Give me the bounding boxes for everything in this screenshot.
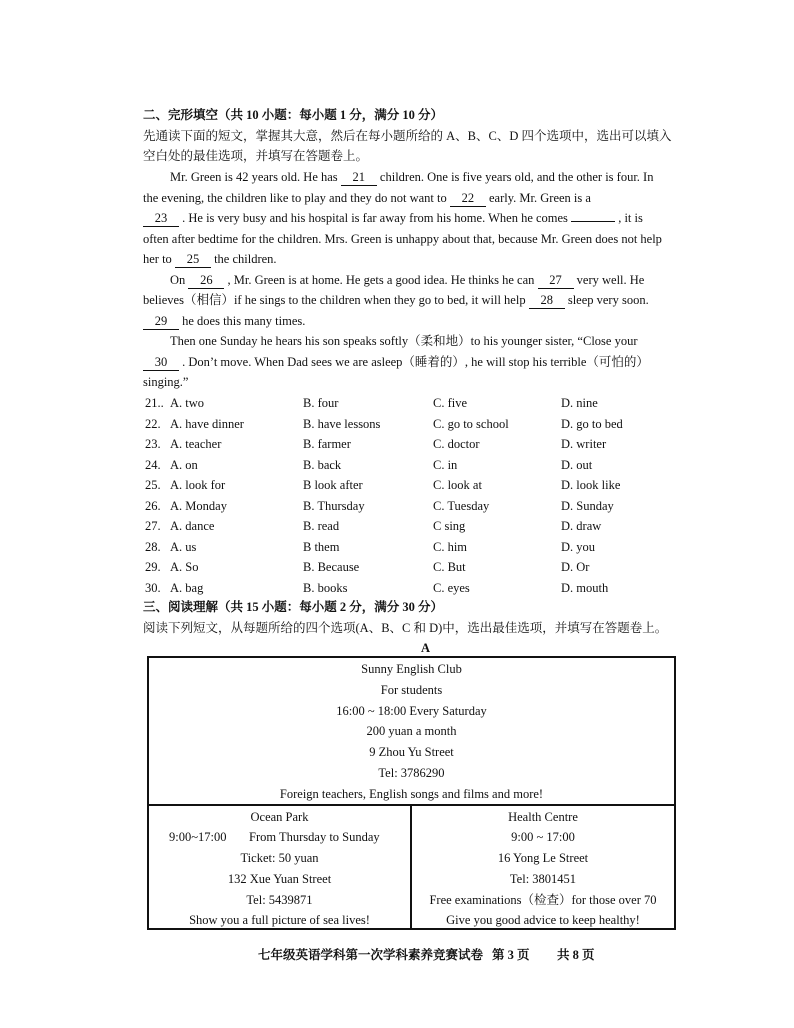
option-d: D. look like [561,478,621,492]
park-slogan: Show you a full picture of sea lives! [189,913,370,927]
passage-text: very well. He [576,273,645,287]
option-c: C. doctor [433,437,480,451]
park-tel: Tel: 5439871 [246,893,313,907]
section3-instruction: 阅读下列短文，从每题所给的四个选项(A、B、C 和 D)中，选出最佳选项，并填写在答题卷上。 [143,621,668,635]
park-ticket: Ticket: 50 yuan [240,851,319,865]
option-c: C. in [433,457,458,472]
option-d: D. go to bed [561,416,623,431]
health-tel: Tel: 3801451 [509,872,577,886]
blank-26: 26 [188,273,224,289]
footer-total-pages: 共 8 页 [557,948,595,962]
option-b: B them [303,539,340,554]
question-number: 21.. [145,396,164,410]
park-hours: 9:00~17:00 [169,830,227,844]
option-b: B. farmer [303,437,351,451]
option-d: D. writer [561,437,607,451]
passage-text: children. One is five years old, and the other is four. In [379,170,654,184]
health-hours: 9:00 ~ 17:00 [511,830,575,844]
question-number: 22. [145,416,161,431]
blank-22: 22 [450,191,486,207]
club-name: Sunny English Club [361,662,462,676]
blank-23: 23 [143,211,179,227]
passage-text: . He is very busy and his hospital is far away from his home. When he comes [182,211,568,225]
health-name: Health Centre [508,810,578,824]
question-number: 23. [145,437,161,451]
option-a: A. look for [170,478,226,492]
club-slogan: Foreign teachers, English songs and films and more! [279,787,544,801]
option-c: C. him [433,539,468,554]
section3-heading: 三、阅读理解（共 15 小题：每小题 2 分，满分 30 分） [143,600,444,614]
option-b: B. books [303,580,348,595]
option-a: A. dance [170,519,215,533]
option-b: B. four [303,396,339,410]
park-name: Ocean Park [250,810,309,824]
passage-text: believes（相信）if he sings to the children when they go to bed, it will help [143,293,526,307]
option-a: A. on [170,457,198,472]
option-c: C. look at [433,478,482,492]
question-number: 26. [145,498,161,513]
passage-text: Mr. Green is 42 years old. He has [170,170,338,184]
blank-28: 28 [529,293,565,309]
passage-line-6 [170,271,644,289]
option-c: C. Tuesday [433,498,490,513]
passage-line-1 [170,168,653,186]
health-slogan: Give you good advice to keep healthy! [446,913,640,927]
blank-24 [571,221,615,222]
passage-text: sleep very soon. [567,293,649,307]
park-ad [149,806,410,928]
health-address: 16 Yong Le Street [497,851,589,865]
option-a: A. So [170,560,199,574]
passage-line-3 [143,209,643,227]
question-number: 27. [145,519,161,533]
passage-text: her to [143,252,172,266]
question-number: 28. [145,539,161,554]
club-address: 9 Zhou Yu Street [369,745,454,759]
club-tel: Tel: 3786290 [378,766,445,780]
blank-27: 27 [538,273,574,289]
option-d: D. Sunday [561,498,614,513]
option-a: A. teacher [170,437,222,451]
club-ad [149,658,674,804]
option-d: D. draw [561,519,602,533]
passage-line-2 [143,189,591,207]
blank-25: 25 [175,252,211,268]
passage-line-4: often after bedtime for the children. Mrs. Green is unhappy about that, because Mr. Green does not help [143,232,662,246]
section2-instruction-2: 空白处的最佳选项，并填写在答题卷上。 [143,149,369,163]
option-b: B. have lessons [303,416,381,431]
passage-line-7 [143,291,649,309]
option-d: D. mouth [561,580,609,595]
option-c: C sing [433,519,466,533]
club-time: 16:00 ~ 18:00 Every Saturday [336,704,487,718]
question-number: 30. [145,580,161,595]
health-offer: Free examinations（检查）for those over 70 [429,893,657,907]
blank-21: 21 [341,170,377,186]
passage-line-9: Then one Sunday he hears his son speaks softly（柔和地）to his younger sister, “Close your [170,334,638,348]
option-a: A. two [170,396,205,410]
option-d: D. you [561,539,596,554]
passage-text: early. Mr. Green is a [489,191,591,205]
passage-line-5 [143,250,277,268]
passage-line-8 [143,312,305,330]
option-d: D. Or [561,560,590,574]
option-b: B. Because [303,560,360,574]
option-a: A. bag [170,580,204,595]
blank-29: 29 [143,314,179,330]
club-audience: For students [380,683,443,697]
section2-heading: 二、完形填空（共 10 小题：每小题 1 分，满分 10 分） [143,108,444,122]
passage-text: , it is [618,211,643,225]
passage-text: . Don’t move. When Dad sees we are asleep（睡着的）, he will stop his terrible（可怕的） [182,355,649,369]
option-c: C. five [433,396,468,410]
option-d: D. out [561,457,593,472]
section2-instruction-1: 先通读下面的短文，掌握其大意，然后在每小题所给的 A、B、C、D 四个选项中，选出可以填入 [143,129,672,143]
passage-text: , Mr. Green is at home. He gets a good idea. He thinks he can [227,273,535,287]
passage-text: On [170,273,186,287]
question-number: 25. [145,478,161,492]
question-number: 24. [145,457,161,472]
passage-text: the children. [214,252,277,266]
option-a: A. us [170,539,197,554]
option-b: B. Thursday [303,498,365,513]
option-b: B look after [303,478,363,492]
club-price: 200 yuan a month [366,724,457,738]
question-number: 29. [145,560,161,574]
passage-text: the evening, the children like to play and they do not want to [143,191,447,205]
option-d: D. nine [561,396,598,410]
health-ad [412,806,674,928]
passage-line-11: singing.” [143,375,189,389]
passage-text: he does this many times. [182,314,306,328]
option-b: B. back [303,457,342,472]
option-b: B. read [303,519,340,533]
option-a: A. have dinner [170,416,244,431]
park-days: From Thursday to Sunday [249,830,380,844]
option-c: C. eyes [433,580,470,595]
option-a: A. Monday [170,498,227,513]
part-label: A [421,641,431,655]
option-c: C. But [433,560,466,574]
footer-exam-title: 七年级英语学科第一次学科素养竞赛试卷 [258,948,484,962]
option-c: C. go to school [433,416,509,431]
park-address: 132 Xue Yuan Street [227,872,332,886]
notice-box [147,656,676,930]
footer-page-number: 第 3 页 [492,948,530,962]
blank-30: 30 [143,355,179,371]
passage-line-10 [143,353,649,371]
